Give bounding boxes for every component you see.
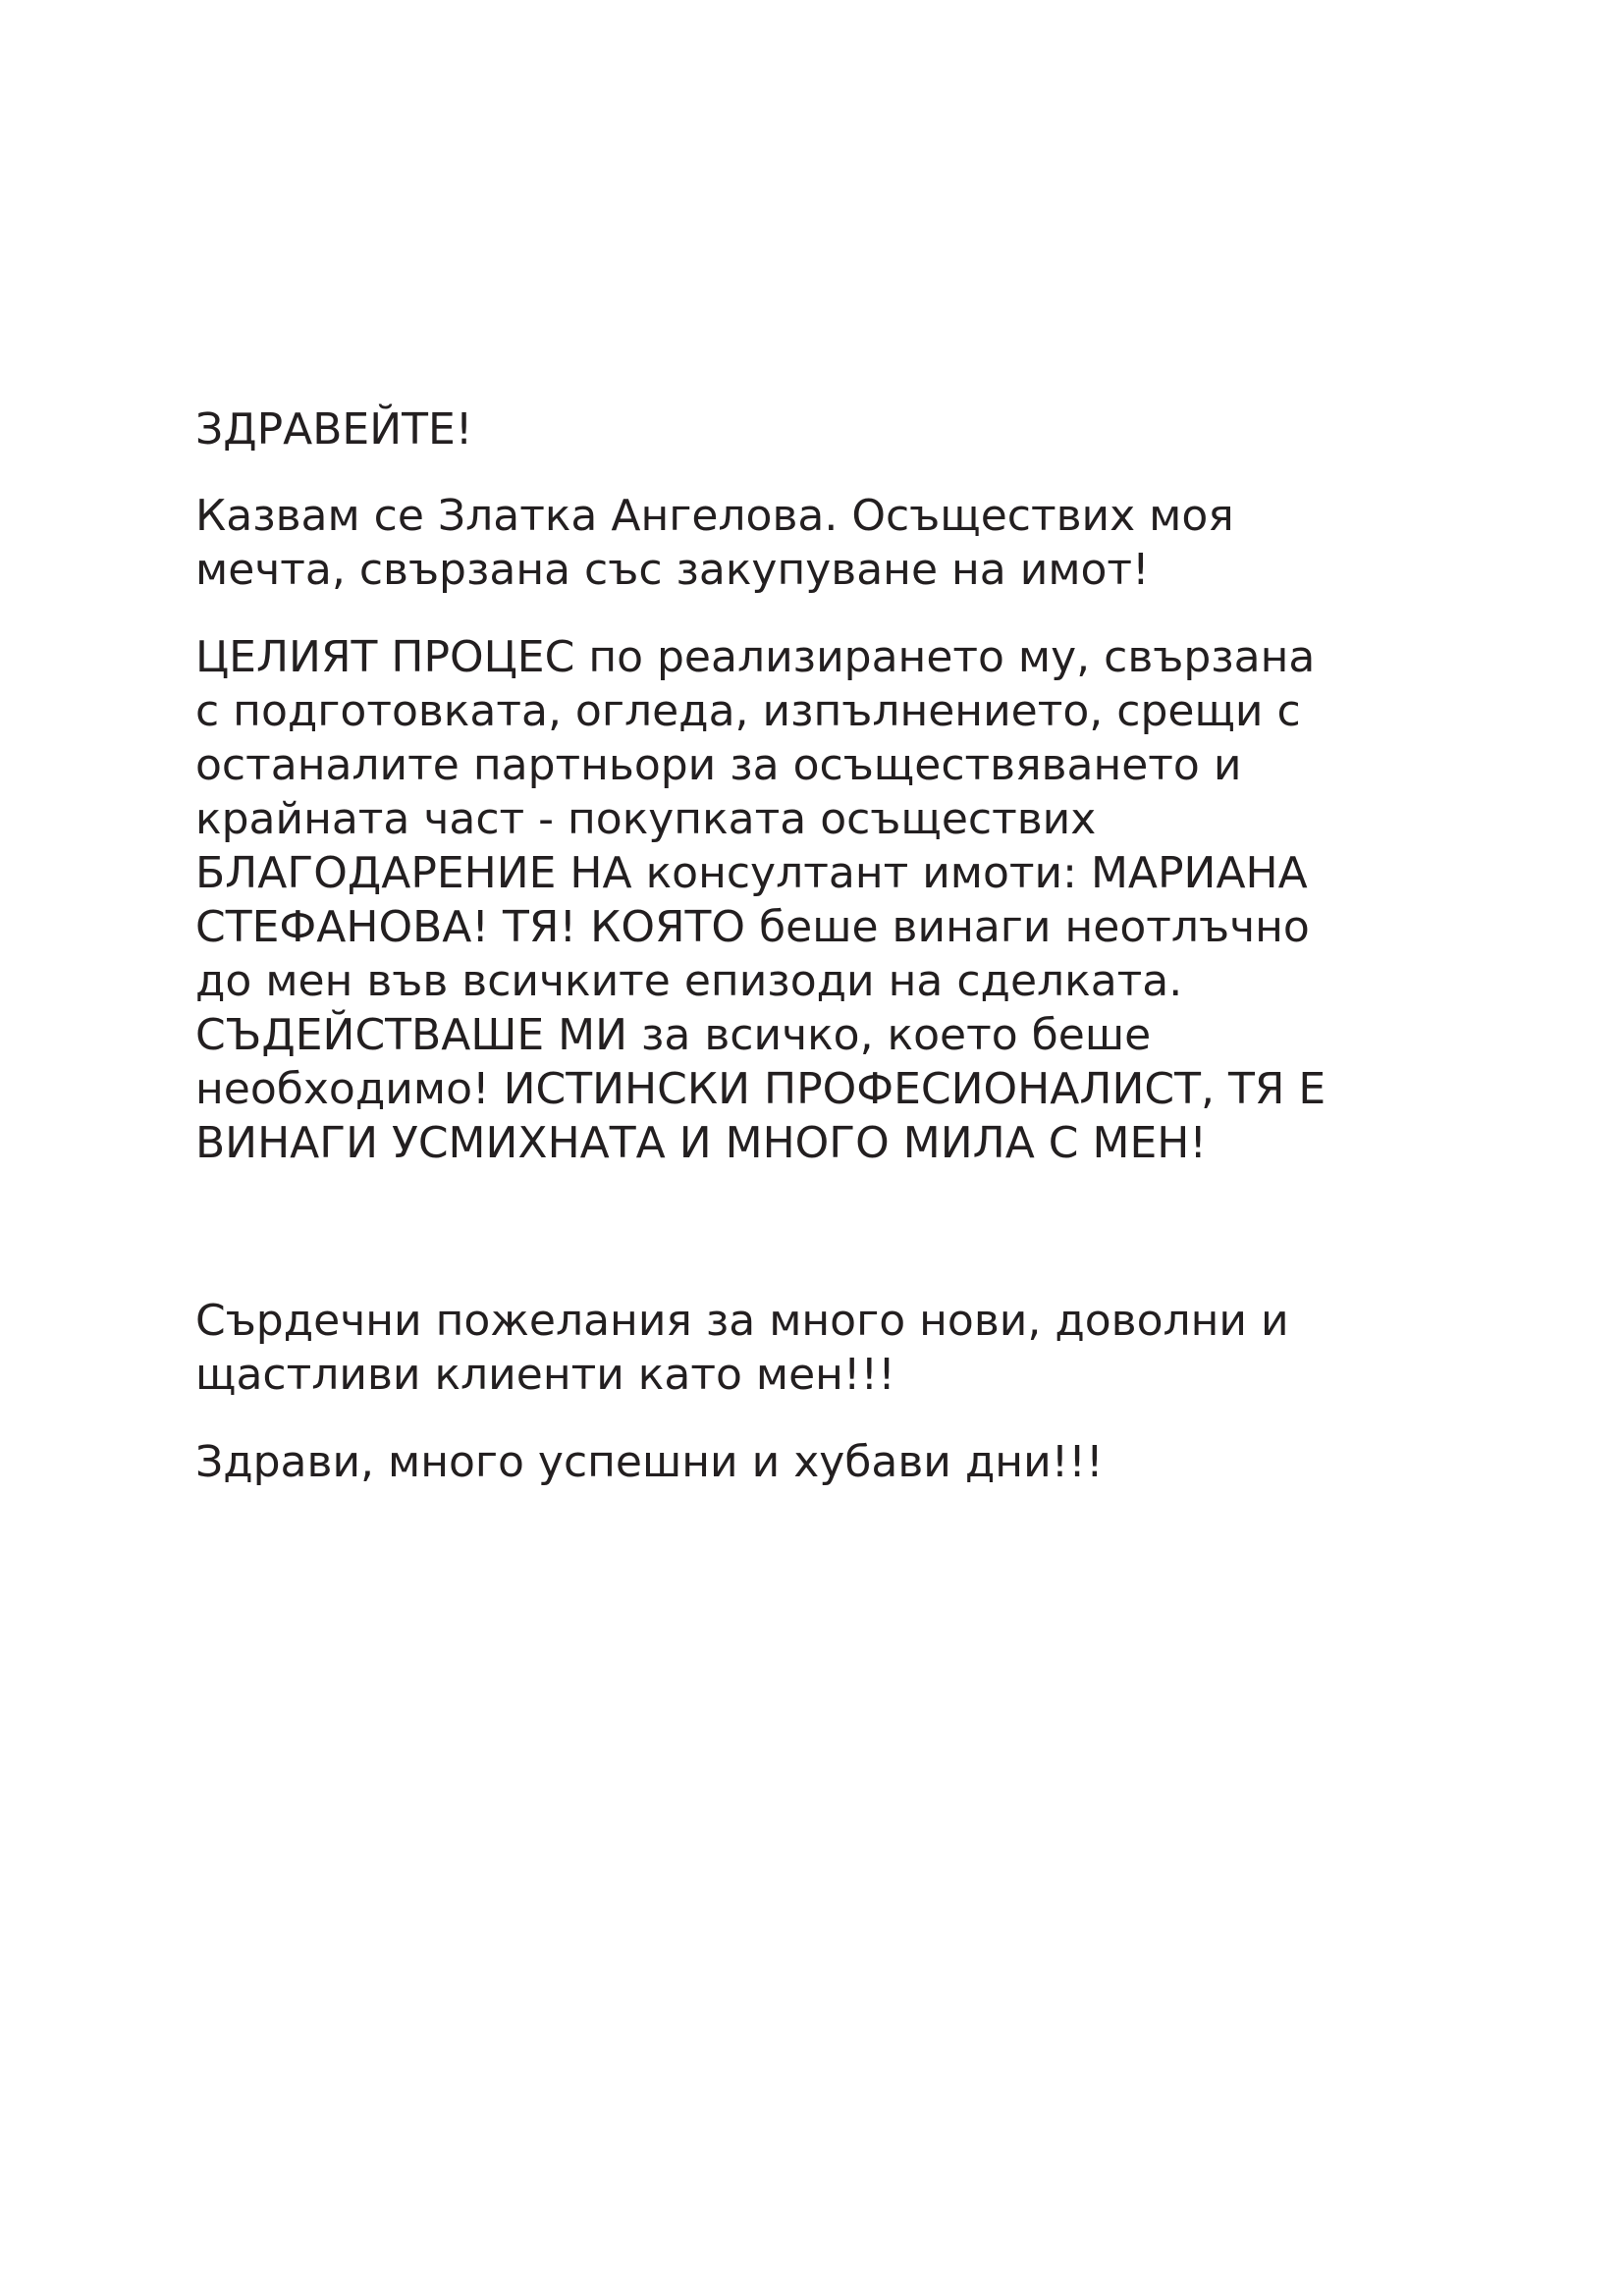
closing-line: Здрави, много успешни и хубави дни!!! bbox=[195, 1437, 1104, 1487]
paragraph-line: ЦЕЛИЯТ ПРОЦЕС по реализирането му, свързана bbox=[195, 632, 1316, 682]
paragraph-line: СЪДЕЙСТВАШЕ МИ за всичко, което беше bbox=[195, 1010, 1152, 1060]
paragraph-line: до мен във всичките епизоди на сделката. bbox=[195, 956, 1183, 1006]
paragraph-line: щастливи клиенти като мен!!! bbox=[195, 1350, 895, 1400]
paragraph-line: Сърдечни пожелания за много нови, доволни и bbox=[195, 1296, 1289, 1346]
paragraph-line: Казвам се Златка Ангелова. Осъществих моя bbox=[195, 491, 1234, 541]
paragraph-line: с подготовката, огледа, изпълнението, срещи с bbox=[195, 686, 1301, 736]
closing-paragraph bbox=[195, 1435, 1472, 1489]
intro-paragraph bbox=[195, 489, 1472, 597]
paragraph-line: БЛАГОДАРЕНИЕ НА консултант имоти: МАРИАНА bbox=[195, 848, 1308, 898]
greeting-paragraph bbox=[195, 402, 1472, 456]
greeting-line: ЗДРАВЕЙТЕ! bbox=[195, 404, 473, 454]
paragraph-line: СТЕФАНОВА! ТЯ! КОЯТО беше винаги неотлъчно bbox=[195, 902, 1310, 952]
body-paragraph bbox=[195, 630, 1472, 1170]
paragraph-line: мечта, свързана със закупуване на имот! bbox=[195, 545, 1150, 595]
paragraph-line: останалите партньори за осъществяването и bbox=[195, 740, 1242, 790]
paragraph-line: ВИНАГИ УСМИХНАТА И МНОГО МИЛА С МЕН! bbox=[195, 1118, 1208, 1168]
paragraph-line: необходимо! ИСТИНСКИ ПРОФЕСИОНАЛИСТ, ТЯ Е bbox=[195, 1064, 1326, 1114]
wishes-paragraph bbox=[195, 1294, 1472, 1402]
paragraph-line: крайната част - покупката осъществих bbox=[195, 794, 1097, 844]
